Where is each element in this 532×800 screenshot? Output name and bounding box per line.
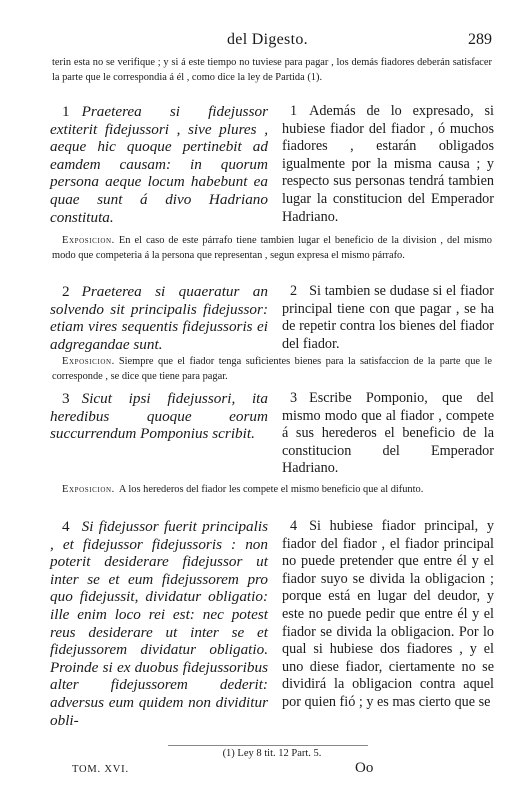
section-number: 3 [290, 390, 298, 406]
header-title: del Digesto. [227, 31, 308, 48]
section-number: 2 [290, 283, 298, 299]
exposition-label: Exposicion. [62, 484, 115, 495]
running-header [52, 31, 492, 53]
section-number: 4 [62, 518, 70, 535]
section-number: 3 [62, 390, 70, 407]
latin-text [50, 103, 268, 226]
spanish-body: Si hubiese fiador principal, y fiador del fiador , el fiador principal no puede pretender que entre él y el fiador suyo se divida la obligacion ; porque está en lugar del deudor, y este no puede pedir que entre él y el fiador se divida la obligacion. Por lo qual si hubiese dos fiadores , y el uno diese fiador, ciertamente no se dividirá la obligacion contra aquel por quien fió ; y es mas cierto que se [282, 518, 494, 710]
latin-text [50, 390, 268, 443]
exposition-body: En el caso de este párrafo tiene tambien lugar el beneficio de la division , del mismo modo que competeria á la persona que representan , segun expresa el mismo párrafo. [52, 235, 492, 261]
exposition-label: Exposicion. [62, 356, 115, 367]
exposition-body: A los herederos del fiador les compete el mismo beneficio que al difunto. [118, 484, 424, 495]
latin-text [50, 283, 268, 353]
signature-mark: Oo [355, 760, 374, 776]
latin-body: Praeterea si fidejussor extiterit fidejussori , sive plures , aeque hic quoque pertinebit ad eamdem causam: in quorum persona aeque locum habebunt ea quae sunt á divo Hadriano constituta. [50, 103, 268, 226]
footnote: (1) Ley 8 tit. 12 Part. 5. [222, 748, 322, 759]
spanish-text [282, 390, 494, 478]
spanish-text [282, 283, 494, 353]
exposition-body: Siempre que el fiador tenga suficientes bienes para la satisfaccion de la parte que le corresponde , se dice que tiene para pagar. [52, 356, 492, 382]
exposition-label: Exposicion. [62, 235, 115, 246]
exposition-1 [52, 233, 492, 263]
section-number: 1 [290, 103, 298, 119]
volume-mark: TOM. XVI. [72, 764, 129, 775]
section-number: 1 [62, 103, 70, 120]
spanish-body: Escribe Pomponio, que del mismo modo que al fiador , compete á sus herederos el beneficio de la constitucion del Emperador Hadriano. [282, 390, 494, 477]
spanish-text [282, 103, 494, 226]
latin-body: Si fidejussor fuerit principalis , et fidejussor fidejussoris : non poterit desiderare fidejussor ut inter se et eum fidejussorem pro quo fidejussit, dividatur obligatio: ille enim loco rei est: nec potest reus desiderare ut inter se et fidejussorem dividatur obligatio. Proinde si ex duobus fidejussoribus alter fidejussorem dederit: adversus eum quidem non dividitur obli- [50, 518, 268, 729]
page-number: 289 [468, 31, 492, 48]
exposition-3 [52, 482, 492, 497]
spanish-body: Si tambien se dudase si el fiador principal tiene con que pagar , se ha de repetir contra los bienes del fiador del fiador. [282, 283, 494, 352]
latin-body: Sicut ipsi fidejussori, ita heredibus quoque eorum succurrendum Pomponius scribit. [50, 390, 268, 443]
latin-text [50, 518, 268, 729]
footnote-divider [168, 745, 368, 746]
section-number: 2 [62, 283, 70, 300]
section-number: 4 [290, 518, 298, 534]
spanish-text [282, 518, 494, 712]
intro-text: terin esta no se verifique ; y si á este tiempo no tuviese para pagar , los demás fiadores deberán satisfacer la parte que le correspondia á él , como dice la ley de Partida (1). [52, 57, 492, 83]
exposition-2 [52, 354, 492, 384]
latin-body: Praeterea si quaeratur an solvendo sit principalis fidejussor: etiam vires sequentis fidejussoris ei adgregandae sunt. [50, 283, 268, 353]
spanish-body: Además de lo expresado, si hubiese fiador del fiador , ó muchos fiadores , estarán obligados igualmente por la misma causa ; y respecto sus personas tendrá tambien lugar la constitucion del Emperador Hadriano. [282, 103, 494, 225]
